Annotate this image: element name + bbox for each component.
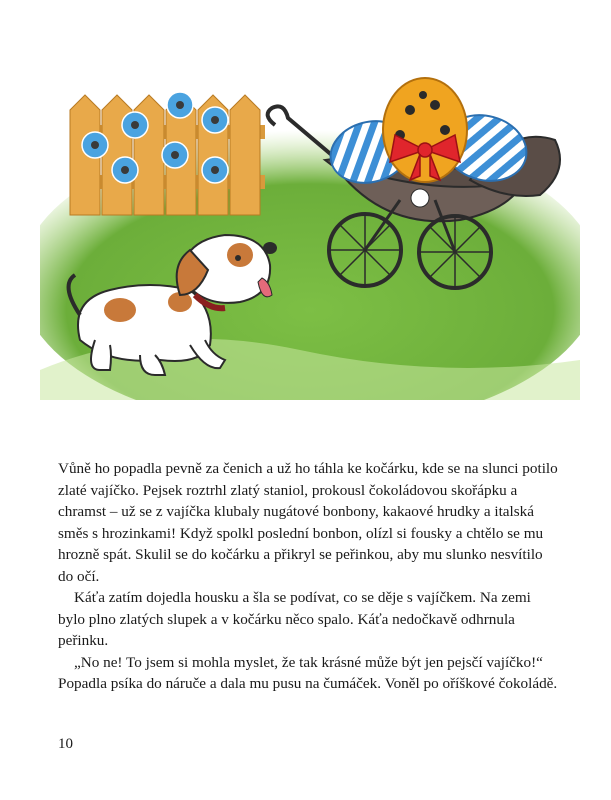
page-number: 10	[58, 736, 73, 752]
paragraph: Káťa zatím dojedla housku a šla se podívat, co se děje s vajíčkem. Na zemi bylo plno zlatých slupek a v kočárku něco spalo. Káťa nedočkavě odhrnula peřinku.	[58, 589, 531, 649]
story-text	[58, 458, 558, 695]
illustration	[40, 70, 580, 400]
paragraph: „No ne! To jsem si mohla myslet, že tak krásné může být jen pejsčí vajíčko!“ Popadla psíka do náruče a dala mu pusu na čumáček. Voněl po oříškové čokoládě.	[58, 653, 558, 692]
paragraph: Vůně ho popadla pevně za čenich a už ho táhla ke kočárku, kde se na slunci potilo zlaté vajíčko. Pejsek roztrhl zlatý staniol, prokousl čokoládovou skořápku a chramst – už se z vajíčka klubaly nugátové bonbony, kakaové hrudky a italská směs s hrozinkami! Když spolkl poslední bonbon, olízl si fousky a chtělo se mu hrozně spát. Skulil se do kočárku a přikryl se peřinkou, aby mu slunko nesvítilo do očí.	[58, 460, 558, 585]
